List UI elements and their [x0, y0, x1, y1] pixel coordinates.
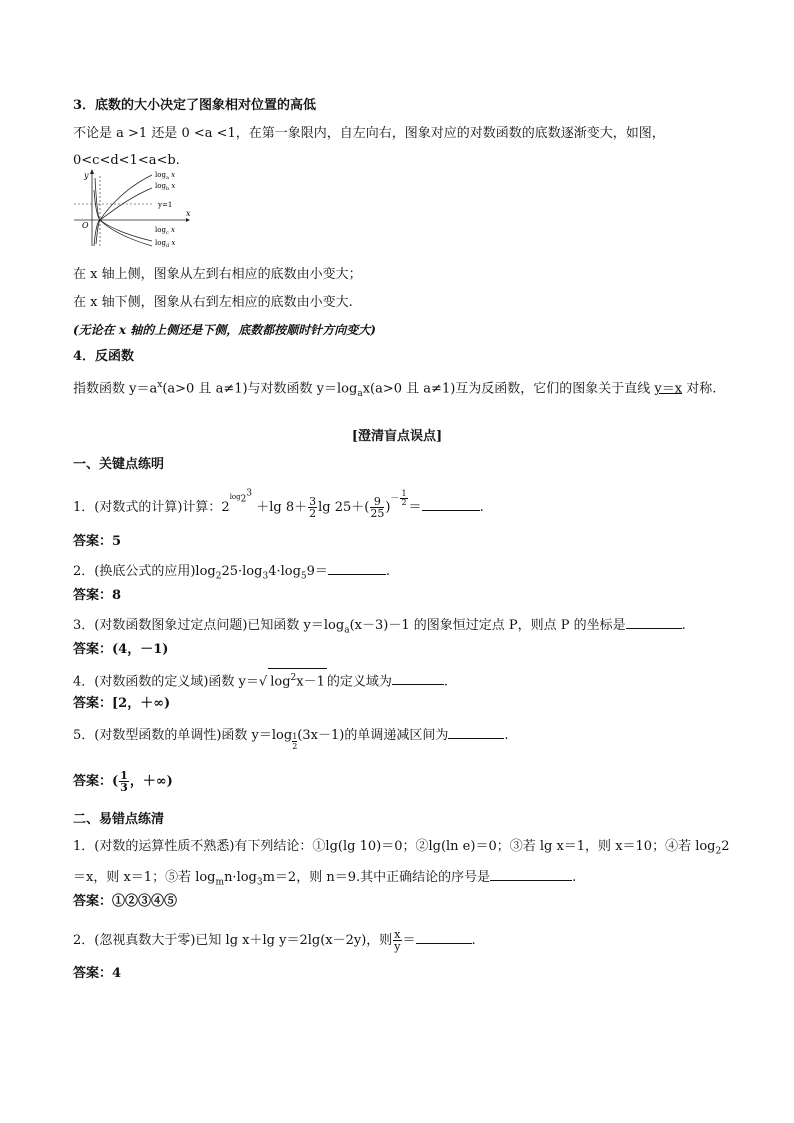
- svg-text:logc x: $\log_c x$: [155, 226, 175, 236]
- answer-1-1: 答案：5: [73, 534, 122, 549]
- answer-2-1: 答案：①②③④⑤: [73, 894, 178, 909]
- answer-blank: [490, 866, 572, 881]
- answer-blank: [448, 724, 504, 739]
- question-1-1: 1．(对数式的计算)计算：$2^{log_2^3} +\lg$ 8＋ $\frac{3}{2}$ lg 25＋( $\frac{9}{25}$ )$^{- \frac{1}{2}}$ ＝ .: [73, 488, 484, 520]
- answer-blank: [416, 929, 472, 944]
- answer-1-2: 答案：8: [73, 588, 122, 603]
- section3-heading: 3．底数的大小决定了图象相对位置的高低: [73, 98, 317, 113]
- svg-text:loga x: $\log_a x$: [155, 171, 176, 181]
- question-1-4: 4．(对数函数的定义域)函数 y＝√ $\log^2x-1$ 的定义域为 .: [73, 668, 448, 691]
- svg-text:y: y: [84, 171, 89, 180]
- question-2-2: 2．(忽视真数大于零)已知 lg x＋lg y＝2lg(x－2y)，则 $\frac{x}{y}$ ＝ .: [73, 928, 476, 953]
- log-graph-figure: [70, 168, 195, 248]
- answer-blank: [392, 670, 444, 685]
- answer-blank: [422, 496, 480, 511]
- answer-1-5: 答案：( $\frac{1}{3}$ ，＋∞): [73, 769, 173, 794]
- curve-logd: [95, 178, 152, 246]
- part1-heading: 一、关键点练明: [73, 457, 165, 472]
- question-1-5: 5．(对数型函数的单调性)函数 y＝log $\frac{1}{2}$ (3x－1)的单调递减区间为 .: [73, 724, 508, 745]
- question-1-2: 2．(换底公式的应用)$\log_225\cdot\log_34\cdot\log_59=$ .: [73, 560, 390, 586]
- center-title: [澄清盲点误点]: [351, 429, 443, 444]
- answer-blank: [626, 614, 682, 629]
- svg-text:y=1: y=1: [158, 201, 173, 209]
- answer-2-2: 答案：4: [73, 966, 122, 981]
- answer-1-3: 答案：(4，－1): [73, 642, 169, 657]
- section3-paragraph-4: 在 x 轴下侧，图象从右到左相应的底数由小变大.: [73, 295, 353, 310]
- section3-note: (无论在 x 轴的上侧还是下侧，底数都按顺时针方向变大): [73, 323, 376, 337]
- section4-paragraph: 指数函数 $y=a^x(a>0$ 且 a≠1)与对数函数 $y=\log_ax(a>0$ 且 a≠1)互为反函数，它们的图象关于直线 y＝x 对称.: [73, 380, 717, 399]
- svg-text:x: x: [186, 209, 191, 218]
- question-2-1-line2: ＝x，则 x＝1；⑤若 $\log_mn\cdot\log_3m=2$，则 n＝9.其中正确结论的序号是 .: [73, 866, 576, 892]
- svg-text:O: O: [82, 221, 89, 230]
- svg-text:logd x: $\log_d x$: [155, 239, 176, 248]
- section4-heading: 4．反函数: [73, 349, 135, 364]
- answer-1-4: 答案：[2，＋∞): [73, 696, 171, 711]
- section3-paragraph-1: 不论是 a >1 还是 0 <a <1，在第一象限内，自左向右，图象对应的对数函数的底数逐渐变大，如图，: [73, 126, 665, 141]
- part2-heading: 二、易错点练清: [73, 812, 165, 827]
- section3-paragraph-3: 在 x 轴上侧，图象从左到右相应的底数由小变大；: [73, 267, 362, 282]
- answer-blank: [328, 560, 386, 575]
- question-2-1-line1: 1．(对数的运算性质不熟悉)有下列结论：①lg(lg 10)＝0；②lg(ln e)＝0；③若 lg x＝1，则 x＝10；④若 $\log_22$: [73, 839, 730, 857]
- question-1-3: 3．(对数函数图象过定点问题)已知函数 $y=\log_a(x-3)-1$ 的图象恒过定点 P，则点 P 的坐标是 .: [73, 614, 686, 640]
- svg-text:logb x: $\log_b x$: [155, 182, 176, 192]
- section3-paragraph-2: 0<c<d<1<a<b.: [73, 153, 180, 168]
